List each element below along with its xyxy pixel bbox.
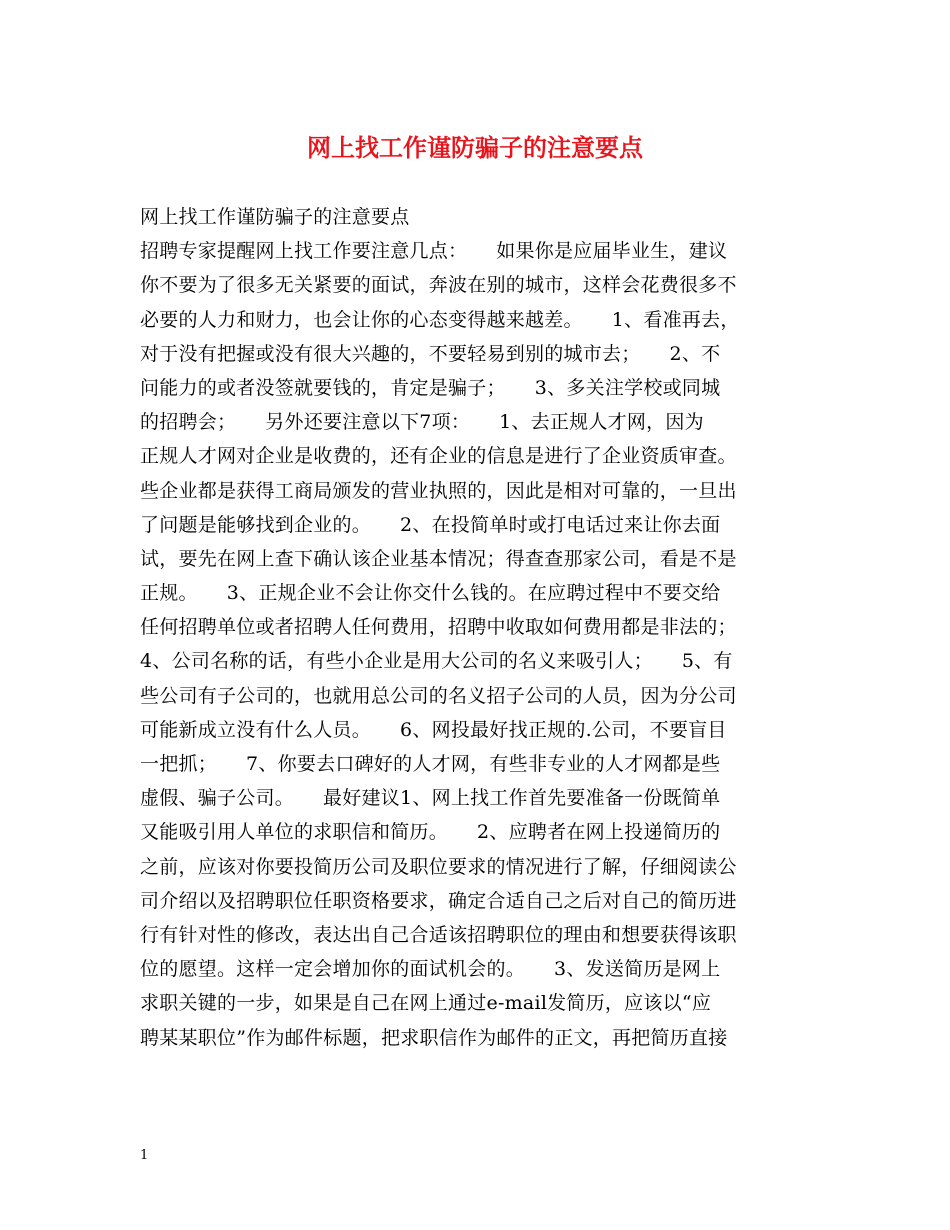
body-line: 虚假、骗子公司。 最好建议1、网上找工作首先要准备一份既简单 [140,787,721,810]
body-line: 网上找工作谨防骗子的注意要点 [140,206,410,228]
body-line: 正规。 3、正规企业不会让你交什么钱的。在应聘过程中不要交给 [140,582,721,605]
body-line: 正规人才网对企业是收费的，还有企业的信息是进行了企业资质审查。 [140,445,737,468]
body-line: 了问题是能够找到企业的。 2、在投简单时或打电话过来让你去面 [140,513,721,536]
body-line: 你不要为了很多无关紧要的面试，奔波在别的城市，这样会花费很多不 [140,274,737,297]
body-line: 求职关键的一步，如果是自己在网上通过e-mail发简历，应该以“应 [140,992,712,1015]
body-line: 又能吸引用人单位的求职信和简历。 2、应聘者在网上投递简历的 [140,821,721,844]
body-line: 试，要先在网上查下确认该企业基本情况；得查查那家公司，看是不是 [140,547,737,570]
body-line: 的招聘会； 另外还要注意以下7项： 1、去正规人才网，因为 [140,411,704,434]
body-line: 位的愿望。这样一定会增加你的面试机会的。 3、发送简历是网上 [140,958,721,981]
body-line: 行有针对性的修改，表达出自己合适该招聘职位的理由和想要获得该职 [140,923,737,946]
body-line: 之前，应该对你要投简历公司及职位要求的情况进行了解，仔细阅读公 [140,855,737,878]
body-line: 司介绍以及招聘职位任职资格要求，确定合适自己之后对自己的简历进 [140,889,737,912]
body-line: 一把抓； 7、你要去口碑好的人才网，有些非专业的人才网都是些 [140,753,721,775]
body-line: 问能力的或者没签就要钱的，肯定是骗子； 3、多关注学校或同城 [140,376,721,399]
body-line: 4、公司名称的话，有些小企业是用大公司的名义来吸引人； 5、有 [140,650,733,673]
document-title: 网上找工作谨防骗子的注意要点 [307,133,643,162]
body-line: 任何招聘单位或者招聘人任何费用，招聘中收取如何费用都是非法的； [140,616,737,639]
body-line: 招聘专家提醒网上找工作要注意几点： 如果你是应届毕业生，建议 [140,240,728,263]
body-line: 可能新成立没有什么人员。 6、网投最好找正规的.公司，不要盲目 [140,718,727,741]
body-line: 聘某某职位”作为邮件标题，把求职信作为邮件的正文，再把简历直接 [140,1026,728,1049]
body-line: 对于没有把握或没有很大兴趣的，不要轻易到别的城市去； 2、不 [140,342,721,365]
body-line: 些企业都是获得工商局颁发的营业执照的，因此是相对可靠的，一旦出 [140,479,737,502]
document-body [140,200,812,1055]
body-line: 些公司有子公司的，也就用总公司的名义招子公司的人员，因为分公司 [140,684,737,707]
body-line: 必要的人力和财力，也会让你的心态变得越来越差。 1、看准再去， [140,308,740,331]
page-number: 1 [140,1148,149,1163]
